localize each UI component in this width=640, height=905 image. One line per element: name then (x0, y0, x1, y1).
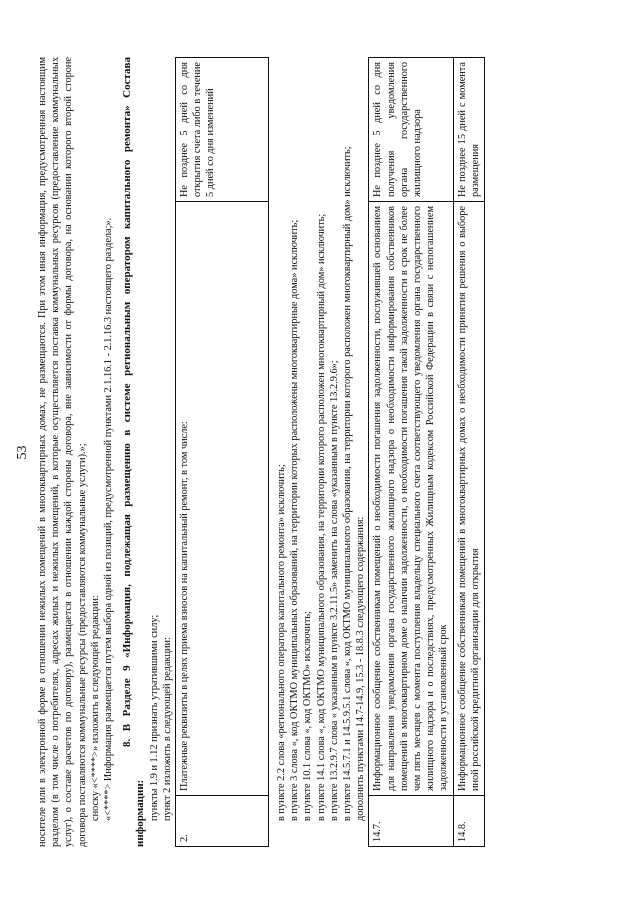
row-deadline: Не позднее 15 дней с момента размещения (453, 58, 484, 202)
table-row (176, 58, 269, 847)
intro-paragraph: носителе или в электронной форме в отношении нежилых помещений в многоквартирных домах, не размещаются. При этом иная информация, предусмотренная настоящим разделом (в том числе о потребителях, адресах жилых и нежилых помещений, в которые осуществляется поставка коммунальных ресурсов (предоставление коммунальных услуг), о составе расчетов по договору), размещается в отношении каждой стороны договора, вне зависимости от формы договора, на основании которого второй стороне договора поставляются коммунальные ресурсы (предоставляются коммунальные услуги).»; (37, 57, 88, 847)
row-text: Информационное сообщение собственникам помещений о необходимости погашения задолженности, послужившей основанием для направления уведомления органа государственного жилищного надзора о необходимости информирования собственников помещений в многоквартирном доме о наличии задолженности, о необходимости погашения такой задолженности в срок не более чем пять месяцев с момента поступления владельцу специального счета соответствующего уведомления органа государственного жилищного надзора и о последствиях, предусмотренных Жилищным кодексом Российской Федерации в связи с непогашением задолженности в установленный срок (369, 202, 453, 796)
footnote-instruction: сноску «<****>» изложить в следующей редакции: (89, 595, 101, 821)
page-number: 53 (15, 445, 30, 460)
footnote-text: «<****> Информация размещается путем выбора одной из позиций, предусмотренной пунктами 2.1.16.1 - 2.1.16.3 настоящего раздела;». (103, 217, 115, 821)
row-text: Платежные реквизиты в целях приема взносов на капитальный ремонт, в том числе: (176, 202, 269, 796)
edit-line: в пункте 13.2.9.7 слова « указанным в пункте 3.2.11.5» заменить на слова «указанным в пункте 13.2.9.6»; (328, 360, 340, 821)
table-row (453, 58, 484, 847)
edit-line: в пункте 14.1 слова «, код ОКТМО муниципального образования, на территории которого расположен многоквартирный дом» исключить; (315, 213, 327, 821)
row-deadline: Не позднее 5 дней со дня открытия счета либо в течение 5 дней со дня изменений (176, 58, 269, 202)
edit-line: в пункте 10.1 слова «, код ОКТМО» исключить; (302, 611, 314, 821)
row-number: 14.7. (369, 796, 453, 847)
row-number: 2. (176, 796, 269, 847)
table-row (369, 58, 453, 847)
row-deadline: Не позднее 5 дней со дня получения уведомления органа государственного жилищного надзора (369, 58, 453, 202)
table-new-items (368, 57, 485, 847)
edit-line: в пункте 2.2 слова «регионального оператора капитального ремонта» исключить; (276, 464, 288, 821)
edit-line: в пункте 3 слова «, код ОКТМО муниципальных образований, на территории которых расположены многоквартирные дома» исключить; (289, 219, 301, 821)
table-item-2 (175, 57, 269, 847)
document-body (36, 57, 485, 847)
row-number: 14.8. (453, 796, 484, 847)
edit-line: дополнить пунктами 14.7-14.9, 15.3 - 18.8.3 следующего содержания: (355, 516, 367, 821)
edit-line: в пункте 14.5.7.1 и 14.5.9.5.1 слова «, код ОКТМО муниципального образования, на территории которого расположен многоквартирный дом» исключить; (342, 146, 354, 821)
item-p2: пункт 2 изложить в следующей редакции: (161, 637, 173, 821)
item-invalid: пункты 1.9 и 1.12 признать утратившими силу; (148, 614, 160, 821)
row-text: Информационное сообщение собственникам помещений в многоквартирных домах о необходимости принятия решения о выборе иной российской кредитной организации для открытия (453, 202, 484, 796)
section-heading: 8. В Разделе 9 «Информация, подлежащая размещению в системе региональным оператором капитального ремонта» Состава информации: (121, 57, 147, 847)
